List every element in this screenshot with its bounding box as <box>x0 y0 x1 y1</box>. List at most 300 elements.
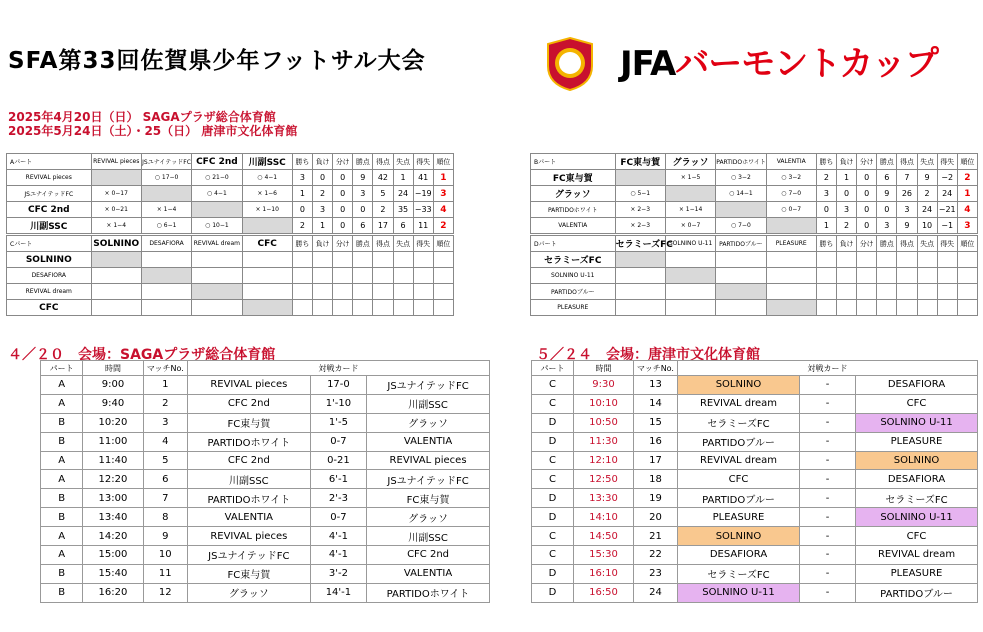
stat-cell: 0 <box>333 218 353 234</box>
time-cell: 15:00 <box>83 546 143 565</box>
stat-header: 負け <box>837 236 857 252</box>
match-no-cell: 13 <box>634 376 678 395</box>
part-cell: D <box>532 413 574 432</box>
stat-cell <box>433 284 453 300</box>
stat-cell: 3 <box>837 202 857 218</box>
stat-cell <box>897 268 917 284</box>
stat-header: 分け <box>857 236 877 252</box>
team-header: 川副SSC <box>242 154 292 170</box>
home-team-cell: グラッソ <box>187 583 310 602</box>
part-cell: C <box>532 451 574 470</box>
part-cell: A <box>41 470 83 489</box>
stat-cell: 5 <box>373 186 393 202</box>
schedule-header: マッチNo. <box>143 361 187 376</box>
table-row <box>531 268 978 284</box>
score-cell: - <box>800 451 856 470</box>
result-cell <box>141 300 191 316</box>
stat-cell <box>373 268 393 284</box>
result-cell <box>716 284 766 300</box>
match-no-cell: 23 <box>634 564 678 583</box>
part-label: Cパート <box>7 236 92 252</box>
away-team-cell: JSユナイテッドFC <box>367 376 490 395</box>
stat-cell: 1 <box>313 218 333 234</box>
away-team-cell: PARTIDOブルー <box>856 583 978 602</box>
stat-cell: 42 <box>373 170 393 186</box>
team-header: CFC 2nd <box>192 154 242 170</box>
result-cell: × 1−4 <box>91 218 141 234</box>
result-cell <box>242 300 292 316</box>
stat-cell <box>857 268 877 284</box>
stat-cell <box>313 300 333 316</box>
home-team-cell: SOLNINO <box>678 527 800 546</box>
match-no-cell: 21 <box>634 527 678 546</box>
table-row <box>532 451 978 470</box>
table-row <box>41 376 490 395</box>
stat-cell <box>857 252 877 268</box>
match-no-cell: 20 <box>634 508 678 527</box>
match-no-cell: 11 <box>143 564 187 583</box>
result-cell: ○ 3−2 <box>766 170 816 186</box>
part-cell: A <box>41 527 83 546</box>
time-cell: 15:40 <box>83 564 143 583</box>
team-header: セラミーズFC <box>615 236 665 252</box>
team-name: CFC 2nd <box>7 202 92 218</box>
stat-header: 順位 <box>433 236 453 252</box>
stat-cell: 6 <box>393 218 413 234</box>
time-cell: 12:20 <box>83 470 143 489</box>
match-no-cell: 19 <box>634 489 678 508</box>
time-cell: 13:40 <box>83 508 143 527</box>
score-cell: - <box>800 508 856 527</box>
table-row <box>531 252 978 268</box>
team-name: PARTIDOブルー <box>531 284 616 300</box>
score-cell: - <box>800 527 856 546</box>
time-cell: 13:00 <box>83 489 143 508</box>
home-team-cell: SOLNINO U-11 <box>678 583 800 602</box>
stat-cell <box>957 268 977 284</box>
result-cell <box>615 300 665 316</box>
stat-cell: −33 <box>413 202 433 218</box>
stat-header: 分け <box>857 154 877 170</box>
home-team-cell: PARTIDOホワイト <box>187 489 310 508</box>
stat-cell <box>413 300 433 316</box>
result-cell <box>141 284 191 300</box>
result-cell <box>242 284 292 300</box>
match-no-cell: 24 <box>634 583 678 602</box>
match-no-cell: 18 <box>634 470 678 489</box>
match-no-cell: 6 <box>143 470 187 489</box>
stat-cell <box>957 252 977 268</box>
stat-cell <box>937 268 957 284</box>
table-row <box>41 564 490 583</box>
team-name: PARTIDOホワイト <box>531 202 616 218</box>
part-cell: D <box>532 432 574 451</box>
away-team-cell: DESAFIORA <box>856 470 978 489</box>
stat-header: 失点 <box>393 154 413 170</box>
stat-header: 負け <box>313 154 333 170</box>
stat-cell <box>837 284 857 300</box>
result-cell <box>91 268 141 284</box>
match-no-cell: 5 <box>143 451 187 470</box>
stat-cell <box>373 300 393 316</box>
time-cell: 14:50 <box>574 527 634 546</box>
part-cell: C <box>532 527 574 546</box>
stat-cell <box>292 300 312 316</box>
stat-header: 得失 <box>413 154 433 170</box>
result-cell <box>192 202 242 218</box>
schedule-header: 対戦カード <box>678 361 978 376</box>
table-row <box>41 508 490 527</box>
stat-cell: 0 <box>877 202 897 218</box>
score-cell: 4'-1 <box>310 546 366 565</box>
stat-cell <box>333 268 353 284</box>
result-cell: × 1−5 <box>665 170 715 186</box>
stat-cell <box>857 300 877 316</box>
home-team-cell: CFC 2nd <box>187 394 310 413</box>
home-team-cell: PLEASURE <box>678 508 800 527</box>
away-team-cell: CFC <box>856 394 978 413</box>
home-team-cell: SOLNINO <box>678 376 800 395</box>
stat-cell <box>373 284 393 300</box>
result-cell: ○ 0−7 <box>766 202 816 218</box>
stat-cell: 9 <box>917 170 937 186</box>
team-header: JSユナイテッドFC <box>141 154 191 170</box>
home-team-cell: セラミーズFC <box>678 564 800 583</box>
result-cell <box>141 268 191 284</box>
result-cell <box>716 252 766 268</box>
schedule-header: マッチNo. <box>634 361 678 376</box>
match-no-cell: 4 <box>143 432 187 451</box>
home-team-cell: FC東与賀 <box>187 413 310 432</box>
result-cell <box>91 252 141 268</box>
home-team-cell: 川副SSC <box>187 470 310 489</box>
stat-cell <box>353 268 373 284</box>
schedule-2-title: ５／２４ 会場：唐津市文化体育館 <box>536 347 760 363</box>
away-team-cell: 川副SSC <box>367 527 490 546</box>
stat-cell: 3 <box>353 186 373 202</box>
stat-cell: 0 <box>857 186 877 202</box>
stat-cell: 3 <box>292 170 312 186</box>
table-row <box>532 489 978 508</box>
result-cell <box>242 252 292 268</box>
team-name: REVIVAL dream <box>7 284 92 300</box>
stat-header: 順位 <box>433 154 453 170</box>
team-header: FC東与賀 <box>615 154 665 170</box>
stat-header: 勝点 <box>353 154 373 170</box>
part-cell: D <box>532 583 574 602</box>
stat-cell: 6 <box>877 170 897 186</box>
away-team-cell: DESAFIORA <box>856 376 978 395</box>
home-team-cell: PARTIDOブルー <box>678 432 800 451</box>
team-name: セラミーズFC <box>531 252 616 268</box>
stat-cell: 24 <box>917 202 937 218</box>
table-row <box>41 527 490 546</box>
match-no-cell: 14 <box>634 394 678 413</box>
brand-jfa: JFA <box>620 44 676 84</box>
table-row <box>41 583 490 602</box>
result-cell: × 2−3 <box>615 218 665 234</box>
team-name: SOLNINO <box>7 252 92 268</box>
table-row <box>532 376 978 395</box>
stat-cell <box>877 268 897 284</box>
result-cell: ○ 14−1 <box>716 186 766 202</box>
team-header: DESAFIORA <box>141 236 191 252</box>
time-cell: 12:50 <box>574 470 634 489</box>
result-cell <box>192 300 242 316</box>
match-no-cell: 12 <box>143 583 187 602</box>
table-row <box>532 583 978 602</box>
result-cell <box>192 268 242 284</box>
stat-cell <box>837 268 857 284</box>
standings-table-2 <box>530 153 978 234</box>
score-cell: 17-0 <box>310 376 366 395</box>
stat-cell: 1 <box>292 186 312 202</box>
stat-cell: 11 <box>413 218 433 234</box>
team-name: DESAFIORA <box>7 268 92 284</box>
team-header: REVIVAL dream <box>192 236 242 252</box>
stat-cell <box>897 300 917 316</box>
stat-cell <box>917 268 937 284</box>
stat-header: 勝ち <box>816 154 836 170</box>
team-name: グラッソ <box>531 186 616 202</box>
stat-header: 順位 <box>957 236 977 252</box>
stat-header: 勝ち <box>816 236 836 252</box>
time-cell: 10:50 <box>574 413 634 432</box>
stat-cell: 41 <box>413 170 433 186</box>
part-cell: B <box>41 489 83 508</box>
stat-cell: 17 <box>373 218 393 234</box>
part-label: Dパート <box>531 236 616 252</box>
time-cell: 11:30 <box>574 432 634 451</box>
team-name: CFC <box>7 300 92 316</box>
stat-cell <box>393 300 413 316</box>
table-row <box>7 268 454 284</box>
stat-cell: 1 <box>433 170 453 186</box>
date-line-1: 2025年4月20日（日） SAGAプラザ総合体育館 <box>8 110 276 124</box>
stat-cell: 9 <box>897 218 917 234</box>
stat-cell: 1 <box>957 186 977 202</box>
team-header: PLEASURE <box>766 236 816 252</box>
stat-cell <box>353 252 373 268</box>
stat-cell <box>937 284 957 300</box>
result-cell: × 0−21 <box>91 202 141 218</box>
result-cell: ○ 7−0 <box>716 218 766 234</box>
result-cell <box>91 284 141 300</box>
team-header: PARTIDOホワイト <box>716 154 766 170</box>
team-name: FC東与賀 <box>531 170 616 186</box>
stat-header: 分け <box>333 236 353 252</box>
stat-header: 得失 <box>937 154 957 170</box>
stat-cell: −2 <box>937 170 957 186</box>
away-team-cell: REVIVAL dream <box>856 546 978 565</box>
stat-cell <box>353 300 373 316</box>
stat-header: 得失 <box>937 236 957 252</box>
stat-cell <box>917 252 937 268</box>
result-cell: ○ 4−1 <box>192 186 242 202</box>
stat-cell: 10 <box>917 218 937 234</box>
stat-cell <box>837 252 857 268</box>
result-cell <box>665 300 715 316</box>
away-team-cell: セラミーズFC <box>856 489 978 508</box>
result-cell: × 0−17 <box>91 186 141 202</box>
table-row <box>7 252 454 268</box>
stat-cell <box>877 252 897 268</box>
match-no-cell: 1 <box>143 376 187 395</box>
home-team-cell: REVIVAL pieces <box>187 527 310 546</box>
schedule-header: 対戦カード <box>187 361 489 376</box>
stat-cell <box>937 252 957 268</box>
result-cell: ○ 17−0 <box>141 170 191 186</box>
time-cell: 14:20 <box>83 527 143 546</box>
stat-cell: 1 <box>393 170 413 186</box>
stat-cell <box>313 284 333 300</box>
result-cell: × 1−6 <box>242 186 292 202</box>
stat-cell: 0 <box>333 170 353 186</box>
stat-cell <box>917 300 937 316</box>
stat-header: 分け <box>333 154 353 170</box>
stat-cell: 2 <box>917 186 937 202</box>
stat-cell: 2 <box>292 218 312 234</box>
table-row <box>531 300 978 316</box>
stat-header: 得点 <box>373 236 393 252</box>
score-cell: - <box>800 376 856 395</box>
score-cell: - <box>800 546 856 565</box>
result-cell <box>91 170 141 186</box>
time-cell: 12:10 <box>574 451 634 470</box>
away-team-cell: CFC <box>856 527 978 546</box>
stat-cell <box>313 252 333 268</box>
match-no-cell: 7 <box>143 489 187 508</box>
team-header: PARTIDOブルー <box>716 236 766 252</box>
part-cell: D <box>532 489 574 508</box>
stat-cell: 2 <box>837 218 857 234</box>
result-cell <box>766 218 816 234</box>
stat-cell <box>857 284 877 300</box>
stat-header: 得点 <box>373 154 393 170</box>
score-cell: 1'-10 <box>310 394 366 413</box>
team-header: VALENTIA <box>766 154 816 170</box>
away-team-cell: FC東与賀 <box>367 489 490 508</box>
time-cell: 10:20 <box>83 413 143 432</box>
stat-cell: 9 <box>877 186 897 202</box>
match-no-cell: 15 <box>634 413 678 432</box>
team-header: グラッソ <box>665 154 715 170</box>
part-cell: D <box>532 508 574 527</box>
stat-header: 得点 <box>897 154 917 170</box>
stat-cell <box>333 284 353 300</box>
part-cell: B <box>41 564 83 583</box>
stat-cell <box>333 252 353 268</box>
home-team-cell: PARTIDOブルー <box>678 489 800 508</box>
stat-cell: 7 <box>897 170 917 186</box>
score-cell: 14'-1 <box>310 583 366 602</box>
stat-cell <box>292 268 312 284</box>
part-cell: C <box>532 376 574 395</box>
table-row <box>7 170 454 186</box>
stat-header: 勝点 <box>877 154 897 170</box>
stat-cell: 2 <box>433 218 453 234</box>
table-row <box>531 186 978 202</box>
match-no-cell: 10 <box>143 546 187 565</box>
stat-cell: 4 <box>433 202 453 218</box>
time-cell: 15:30 <box>574 546 634 565</box>
score-cell: - <box>800 432 856 451</box>
stat-header: 得点 <box>897 236 917 252</box>
stat-cell <box>957 300 977 316</box>
stat-cell: 3 <box>313 202 333 218</box>
result-cell: ○ 7−0 <box>766 186 816 202</box>
time-cell: 11:00 <box>83 432 143 451</box>
stat-cell: 0 <box>292 202 312 218</box>
stat-cell: 35 <box>393 202 413 218</box>
team-name: VALENTIA <box>531 218 616 234</box>
table-row <box>531 170 978 186</box>
team-name: SOLNINO U-11 <box>531 268 616 284</box>
stat-header: 勝ち <box>292 236 312 252</box>
result-cell: × 0−7 <box>665 218 715 234</box>
score-cell: 4'-1 <box>310 527 366 546</box>
result-cell <box>716 268 766 284</box>
score-cell: - <box>800 413 856 432</box>
result-cell <box>242 218 292 234</box>
time-cell: 16:50 <box>574 583 634 602</box>
stat-cell <box>373 252 393 268</box>
stat-cell <box>957 284 977 300</box>
stat-cell: 2 <box>373 202 393 218</box>
stat-cell: 0 <box>313 170 333 186</box>
stat-cell: 24 <box>393 186 413 202</box>
result-cell <box>716 300 766 316</box>
stat-cell <box>816 284 836 300</box>
score-cell: - <box>800 394 856 413</box>
table-row <box>41 413 490 432</box>
schedule-header: 時間 <box>83 361 143 376</box>
time-cell: 9:00 <box>83 376 143 395</box>
stat-cell <box>897 284 917 300</box>
match-no-cell: 17 <box>634 451 678 470</box>
result-cell <box>766 284 816 300</box>
away-team-cell: グラッソ <box>367 413 490 432</box>
stat-cell: 0 <box>333 186 353 202</box>
result-cell <box>91 300 141 316</box>
stat-cell <box>877 284 897 300</box>
table-row <box>532 546 978 565</box>
away-team-cell: REVIVAL pieces <box>367 451 490 470</box>
stat-cell: −21 <box>937 202 957 218</box>
stat-cell <box>413 268 433 284</box>
time-cell: 16:20 <box>83 583 143 602</box>
match-no-cell: 2 <box>143 394 187 413</box>
match-no-cell: 9 <box>143 527 187 546</box>
team-name: JSユナイテッドFC <box>7 186 92 202</box>
stat-cell <box>877 300 897 316</box>
brand-logo <box>620 36 938 85</box>
stat-cell: 3 <box>877 218 897 234</box>
result-cell <box>766 268 816 284</box>
result-cell: ○ 5−1 <box>615 186 665 202</box>
part-cell: A <box>41 451 83 470</box>
date-line-2: 2025年5月24日（土）・25（日） 唐津市文化体育館 <box>8 124 298 138</box>
stat-cell: 3 <box>816 186 836 202</box>
stat-header: 勝ち <box>292 154 312 170</box>
team-header: CFC <box>242 236 292 252</box>
schedule-table-2 <box>531 360 978 603</box>
result-cell <box>716 202 766 218</box>
stat-cell <box>353 284 373 300</box>
match-no-cell: 3 <box>143 413 187 432</box>
result-cell: × 2−3 <box>615 202 665 218</box>
stat-cell <box>393 284 413 300</box>
